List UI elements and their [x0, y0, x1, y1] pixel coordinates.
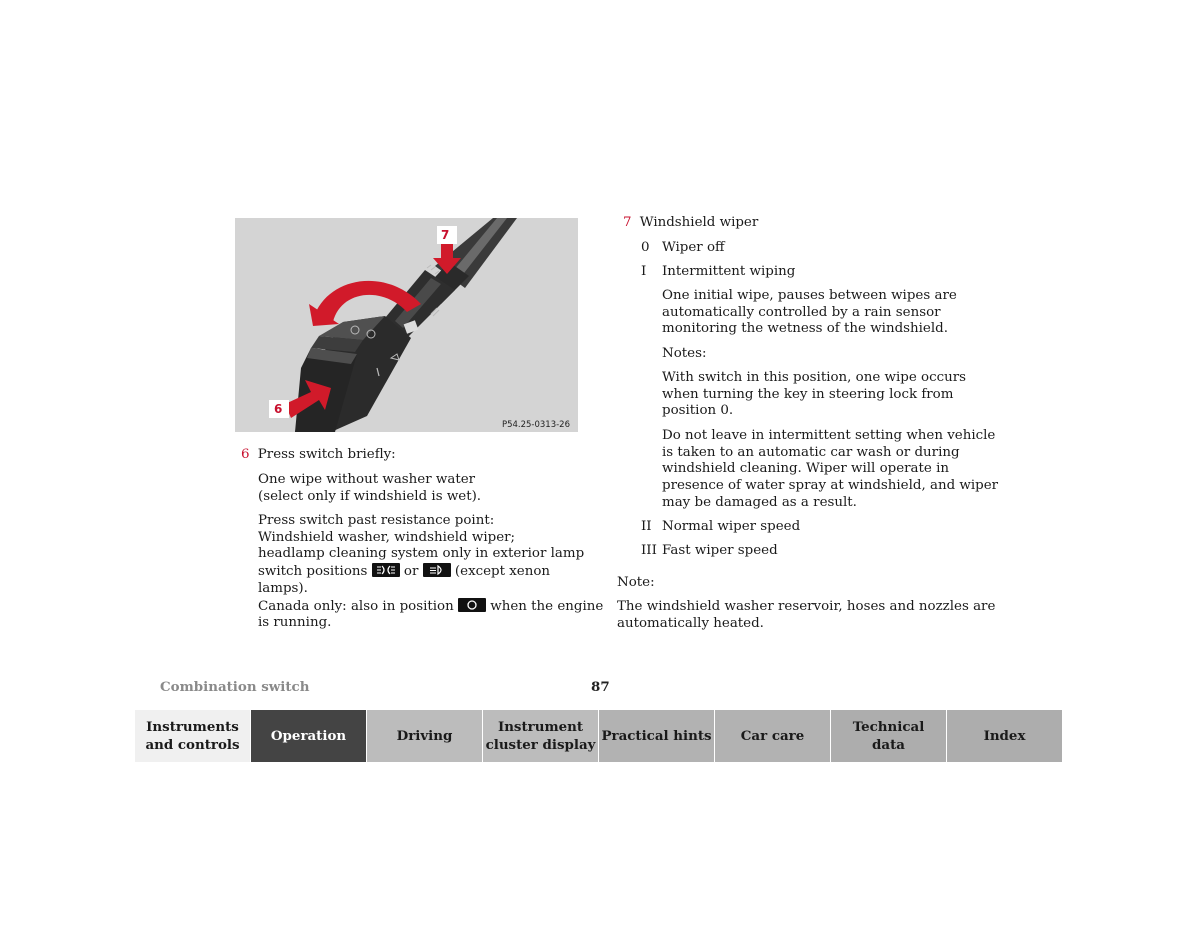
note-2: [662, 428, 998, 512]
note-label: Note:: [617, 575, 655, 590]
page-number: 87: [591, 679, 610, 695]
position-text: Intermittent wiping: [662, 264, 796, 279]
text-line: [258, 598, 603, 616]
note-1: [662, 370, 966, 420]
text-line: automatically controlled by a rain sensor: [662, 304, 941, 320]
position-III: [641, 543, 778, 560]
tab-index[interactable]: [947, 710, 1062, 762]
tab-label: Index: [983, 728, 1026, 744]
text-line: windshield cleaning. Wiper will operate in: [662, 461, 950, 477]
position-key: 0: [641, 240, 650, 255]
position-key: II: [641, 519, 652, 534]
tab-label: Car care: [740, 728, 805, 744]
text-line: lamps).: [258, 580, 308, 596]
text-line: position 0.: [662, 403, 734, 419]
tab-car-care[interactable]: [715, 710, 830, 762]
position-text: Wiper off: [662, 240, 725, 255]
position-I-description: [662, 288, 957, 338]
text-line: when turning the key in steering lock from: [662, 386, 954, 402]
text-line: automatically heated.: [617, 615, 764, 631]
text-line: One initial wipe, pauses between wipes are: [662, 288, 957, 303]
position-0: [641, 240, 725, 257]
low-beam-icon: [423, 563, 451, 577]
text-line: [258, 563, 603, 581]
text-line: Windshield washer, windshield wiper;: [258, 529, 516, 545]
tab-label: Operation: [270, 728, 347, 744]
tab-driving[interactable]: [367, 710, 482, 762]
tab-label: Driving: [396, 728, 453, 744]
position-key: I: [641, 264, 647, 279]
item-6-paragraph-2: [258, 513, 603, 632]
figure-code: P54.25-0313-26: [501, 420, 570, 430]
text-line: may be damaged as a result.: [662, 494, 857, 510]
tab-label: Technical: [852, 719, 925, 735]
callout-6: 6: [274, 402, 283, 416]
position-key: III: [641, 543, 657, 558]
tab-label: data: [872, 737, 905, 753]
position-text: Fast wiper speed: [662, 543, 778, 558]
text-line: monitoring the wetness of the windshield.: [662, 321, 948, 337]
position-zero-icon: [458, 598, 486, 612]
text-line: (select only if windshield is wet).: [258, 488, 482, 504]
text-fragment: (except xenon: [454, 564, 551, 580]
tab-label: Instruments: [146, 719, 239, 735]
tab-label: Practical hints: [601, 728, 712, 744]
tab-instruments-and-controls[interactable]: [135, 710, 250, 762]
text-line: headlamp cleaning system only in exterior lamp: [258, 546, 585, 562]
position-I: [641, 264, 795, 281]
tab-technical-data[interactable]: [831, 710, 946, 762]
combination-switch-drawing: [235, 218, 578, 432]
text-line: Press switch past resistance point:: [258, 513, 495, 528]
text-line: presence of water spray at windshield, and wiper: [662, 478, 999, 494]
item-6-number: 6: [241, 447, 250, 462]
text-fragment: switch positions: [258, 564, 368, 580]
tab-practical-hints[interactable]: [599, 710, 714, 762]
text-fragment: Canada only: also in position: [258, 598, 454, 614]
text-line: With switch in this position, one wipe occurs: [662, 370, 967, 385]
text-fragment: when the engine: [490, 598, 604, 614]
tab-operation[interactable]: [251, 710, 366, 762]
position-text: Normal wiper speed: [662, 519, 801, 534]
item-6-paragraph-1: [258, 472, 481, 505]
tab-label: cluster display: [485, 737, 596, 753]
item-7-label: Windshield wiper: [639, 215, 759, 230]
position-II: [641, 519, 800, 536]
text-line: The windshield washer reservoir, hoses and nozzles are: [617, 599, 996, 614]
item-6: [241, 447, 396, 464]
fog-lamp-icon: [372, 563, 400, 577]
text-line: One wipe without washer water: [258, 472, 476, 487]
text-line: is taken to an automatic car wash or during: [662, 444, 960, 460]
item-7-number: 7: [623, 215, 632, 230]
section-title: Combination switch: [160, 679, 310, 695]
tab-label: and controls: [145, 737, 240, 753]
text-line: is running.: [258, 615, 332, 631]
note-text: [617, 599, 995, 632]
item-7: [623, 215, 758, 232]
tab-label: Instrument: [497, 719, 584, 735]
combination-switch-illustration: [235, 218, 578, 432]
section-tabs: [135, 710, 1062, 762]
tab-instrument-cluster-display[interactable]: [483, 710, 598, 762]
item-6-label: Press switch briefly:: [257, 447, 396, 462]
notes-label: Notes:: [662, 346, 707, 361]
callout-7: 7: [441, 228, 450, 242]
text-fragment: or: [403, 564, 419, 580]
text-line: Do not leave in intermittent setting when vehicle: [662, 428, 996, 443]
